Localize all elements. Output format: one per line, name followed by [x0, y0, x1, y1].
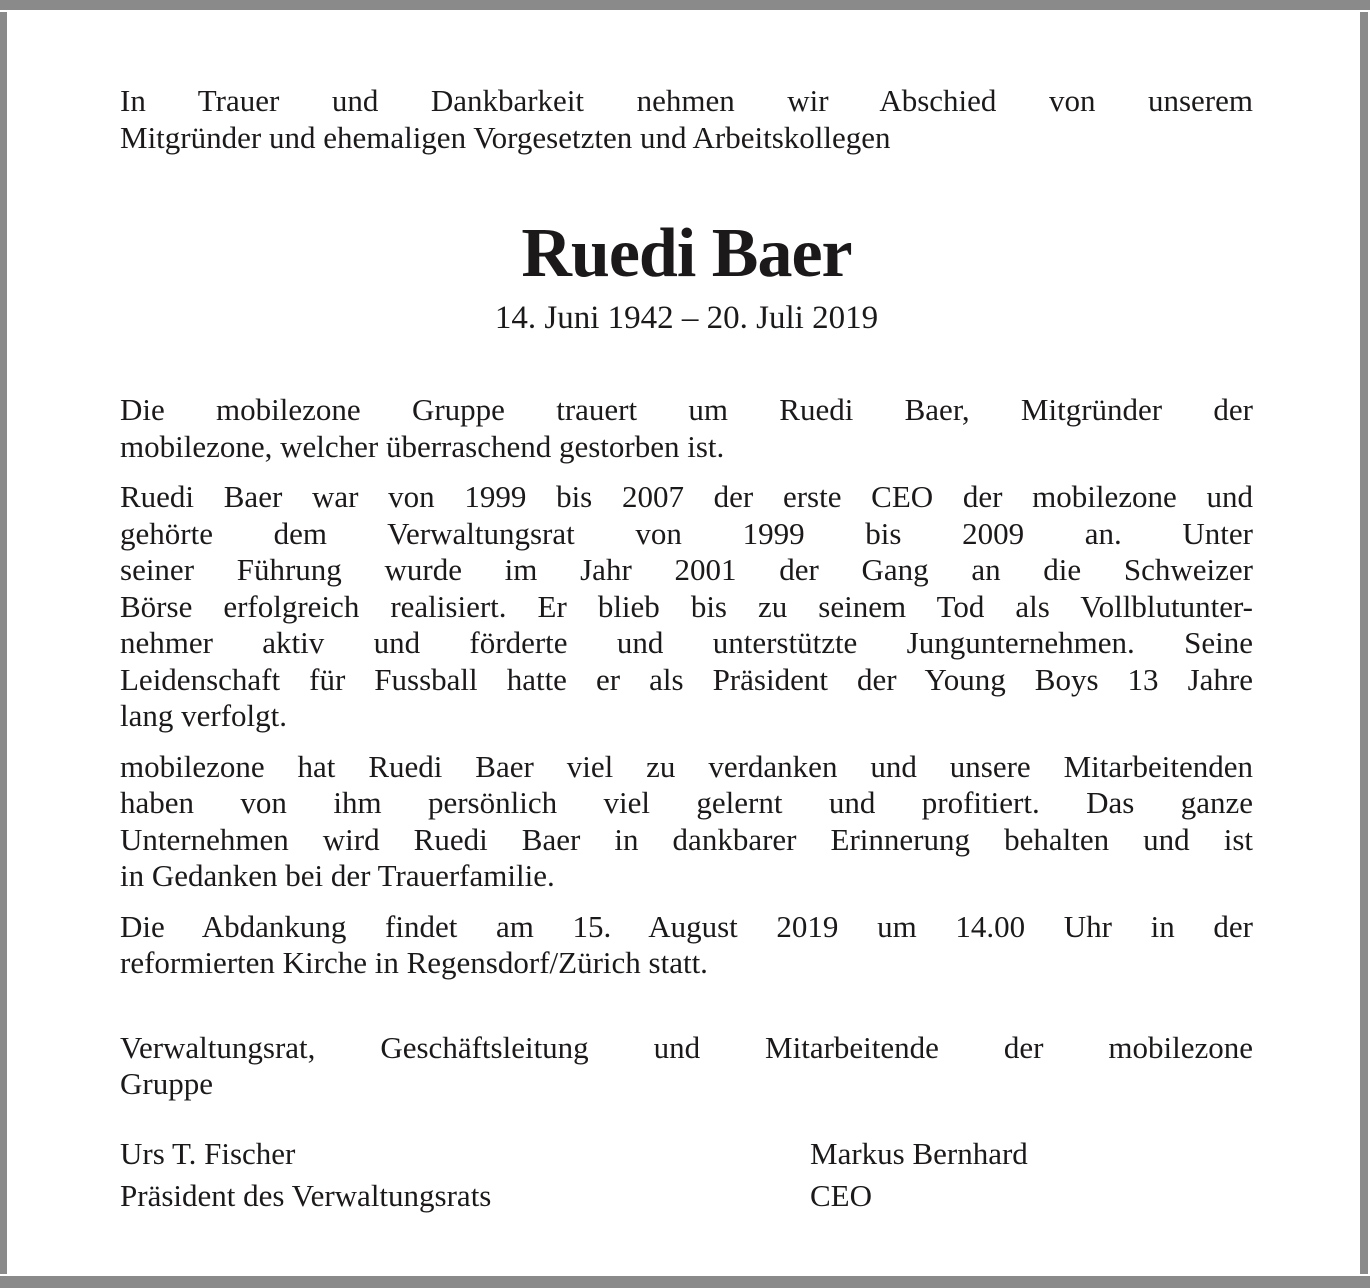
notice-content	[120, 83, 1253, 1217]
text-line: Die mobilezone Gruppe trauert um Ruedi Baer, Mitgründer der	[120, 392, 1253, 427]
intro-paragraph	[120, 83, 1253, 156]
text-line: haben von ihm persönlich viel gelernt und profitiert. Das ganze	[120, 785, 1253, 820]
text-line: nehmer aktiv und förderte und unterstützte Jungunternehmen. Seine	[120, 625, 1253, 660]
text-line: Die Abdankung findet am 15. August 2019 um 14.00 Uhr in der	[120, 908, 1253, 944]
clipping-frame-top	[0, 0, 1370, 10]
signatory-role-right: CEO	[810, 1177, 872, 1213]
paragraph-gratitude	[120, 749, 1253, 895]
text-line: Verwaltungsrat, Geschäftsleitung und Mitarbeitende der mobilezone	[120, 1029, 1253, 1065]
paragraph-funeral-service	[120, 909, 1253, 982]
text-line: mobilezone, welcher überraschend gestorben ist.	[120, 428, 725, 464]
text-line: Gruppe	[120, 1066, 213, 1101]
paragraph-mourning	[120, 392, 1253, 465]
text-line: Ruedi Baer war von 1999 bis 2007 der erste CEO der mobilezone und	[120, 479, 1253, 514]
signatory-role-left: Präsident des Verwaltungsrats	[120, 1177, 492, 1213]
life-dates: 14. Juni 1942 – 20. Juli 2019	[494, 300, 879, 336]
text-line: lang verfolgt.	[120, 698, 288, 733]
signature-left	[120, 1133, 810, 1217]
text-line: seiner Führung wurde im Jahr 2001 der Gang an die Schweizer	[120, 552, 1253, 587]
text-line: in Gedanken bei der Trauerfamilie.	[120, 858, 555, 893]
clipping-frame-left	[0, 12, 7, 1274]
signature-block	[120, 1133, 1253, 1217]
text-line: Börse erfolgreich realisiert. Er blieb bis zu seinem Tod als Vollblutunter-	[120, 588, 1253, 624]
clipping-frame-bottom	[0, 1276, 1370, 1288]
text-line: Unternehmen wird Ruedi Baer in dankbarer Erinnerung behalten und ist	[120, 821, 1253, 857]
clipping-frame-right	[1360, 12, 1368, 1274]
text-line: reformierten Kirche in Regensdorf/Zürich statt.	[120, 945, 708, 980]
signatory-name-right: Markus Bernhard	[810, 1135, 1028, 1171]
deceased-name: Ruedi Baer	[521, 215, 852, 292]
text-line: mobilezone hat Ruedi Baer viel zu verdanken und unsere Mitarbeitenden	[120, 748, 1253, 784]
text-line: Mitgründer und ehemaligen Vorgesetzten und Arbeitskollegen	[120, 119, 891, 155]
signature-right	[810, 1133, 1253, 1217]
closing-paragraph	[120, 1030, 1253, 1103]
text-line: In Trauer und Dankbarkeit nehmen wir Abschied von unserem	[120, 83, 1253, 118]
text-line: gehörte dem Verwaltungsrat von 1999 bis 2009 an. Unter	[120, 515, 1253, 551]
signatory-name-left: Urs T. Fischer	[120, 1135, 296, 1171]
paragraph-career	[120, 479, 1253, 735]
text-line: Leidenschaft für Fussball hatte er als Präsident der Young Boys 13 Jahre	[120, 661, 1253, 697]
